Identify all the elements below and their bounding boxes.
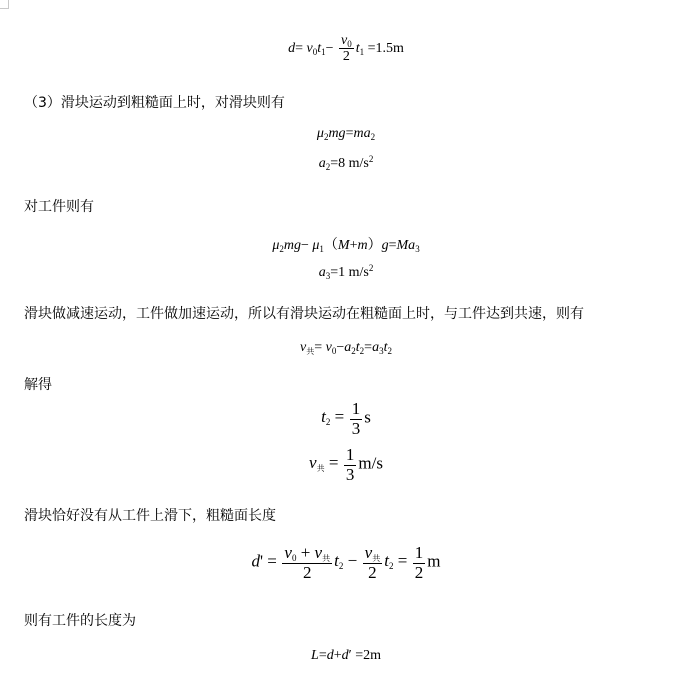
page-corner-mark [0,0,9,9]
equation-d-result: =1.5m [367,41,404,57]
a3-value: =1 m/s [330,265,369,280]
equation-force-workpiece: $\mu_2mg- \mu_1(M+m)g=Ma_3$ [272,238,420,254]
equation-common-velocity: $v_共= v_0-a_2t_2=a_3t_2$ [300,340,392,356]
equation-final-length: L=d+d′ =2m [311,648,381,663]
equation-d: $d= v_0t_1-$ $\frac{v_0}{2}$ $t_1 =1.5m$ [288,33,404,65]
equation-a3: $a_3=1$ $m/s^2$ [318,263,374,281]
analysis-text: 滑块做减速运动，工件做加速运动，所以有滑块运动在粗糙面上时，与工件达到共速，则有 [24,306,584,322]
equation-t2: $t_2$ = $\frac{1}{3}$ s [321,399,371,438]
part3-heading: （3）滑块运动到粗糙面上时，对滑块则有 [24,95,285,111]
equation-force-slider: $\mu_2mg=ma_2$ [316,126,376,142]
final-result: =2m [355,648,381,663]
rough-length-heading: 滑块恰好没有从工件上滑下，粗糙面长度 [24,508,276,524]
a2-value: =8 m/s [330,156,369,171]
equation-a2: $a_2=8$ $m/s^2$ [318,154,374,172]
workpiece-heading: 对工件则有 [24,199,94,215]
length-heading: 则有工件的长度为 [24,613,136,629]
equation-v-common: $v_共$ = $\frac{1}{3}$ m/s [309,445,383,484]
equation-d-prime: d' = $\frac{v_0 + v_共}{2}$ $t_2$ − $\frac{v_共}{2}$ $t_2$ = $\frac{1}{2}$ m [251,543,441,582]
solve-heading: 解得 [24,377,52,393]
